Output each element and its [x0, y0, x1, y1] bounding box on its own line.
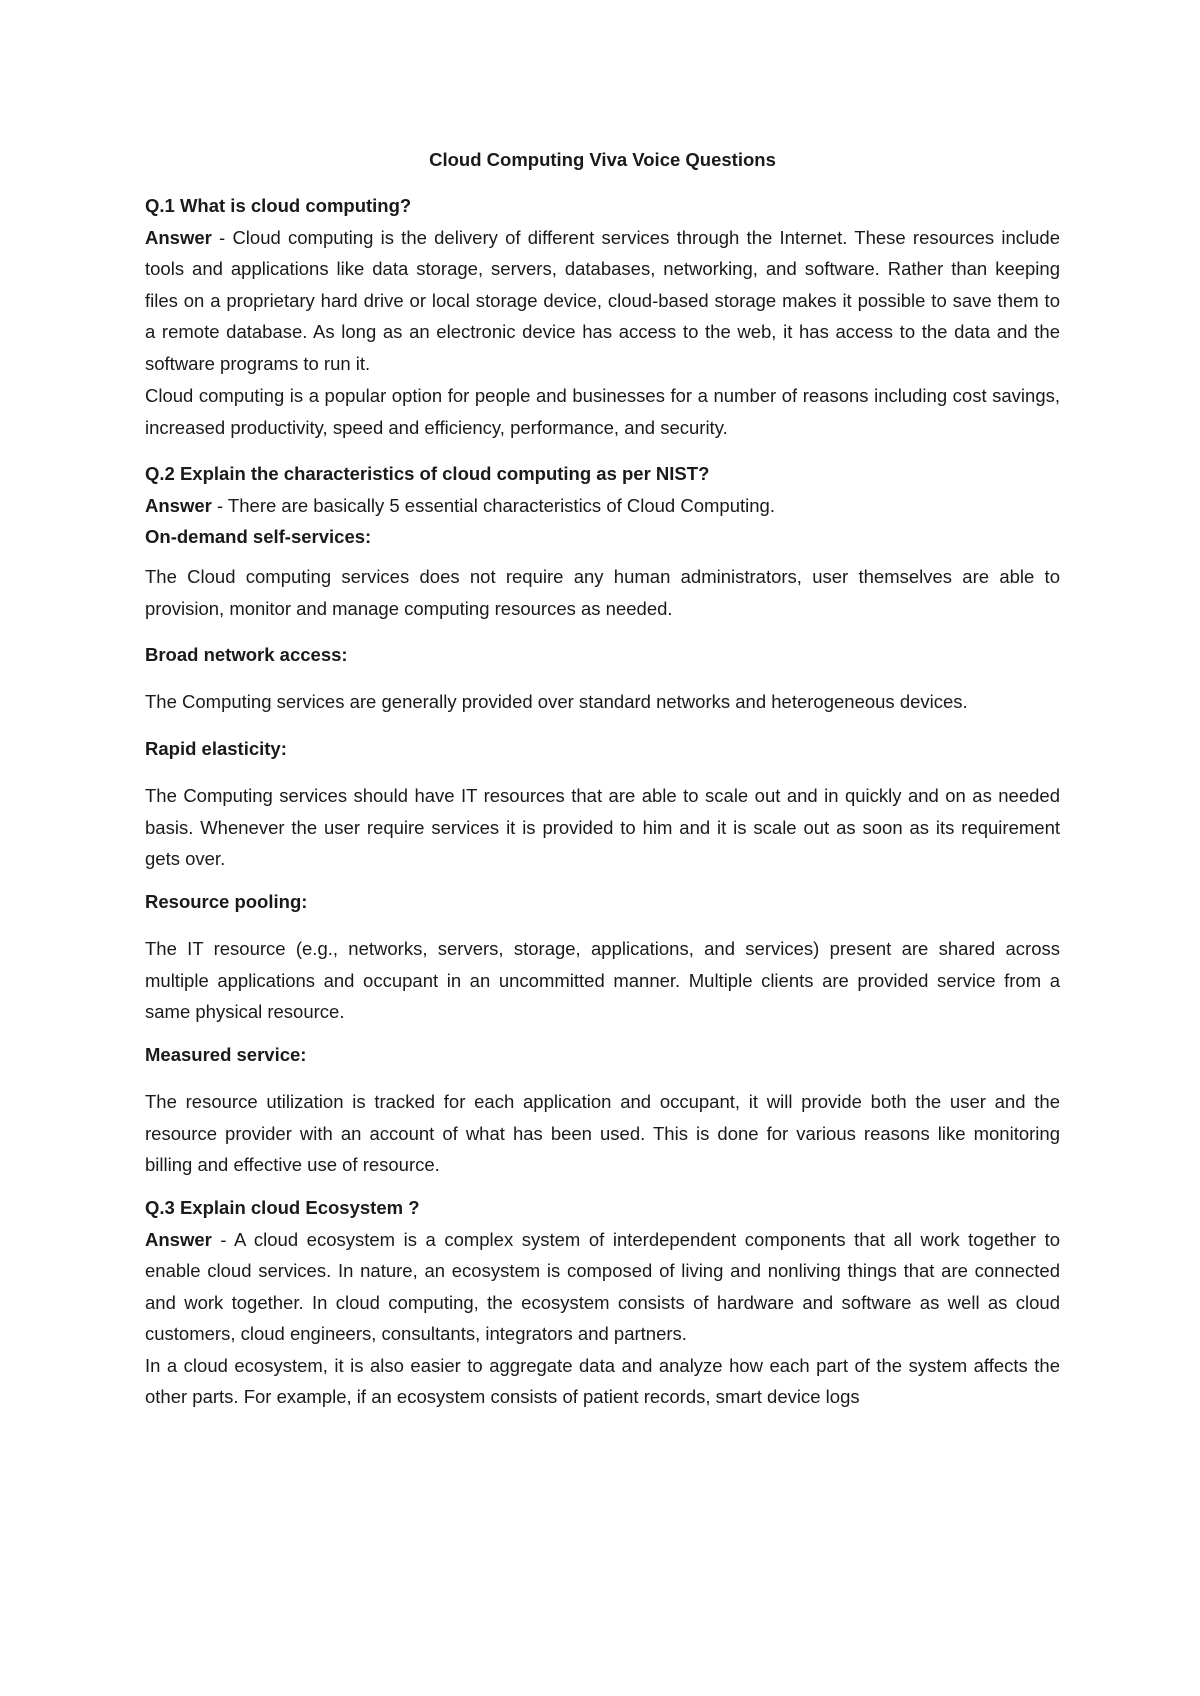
q1-answer-para2: Cloud computing is a popular option for people and businesses for a number of reasons including cost savings, increased productivity, speed and efficiency, performance, and security.: [145, 385, 1060, 438]
q2-question: Q.2 Explain the characteristics of cloud computing as per NIST?: [145, 463, 710, 484]
q3-answer-label: Answer: [145, 1228, 212, 1250]
q1-answer-para1: [145, 222, 1060, 380]
characteristic-heading: Measured service:: [145, 1044, 307, 1065]
q2-answer-intro: [145, 490, 1060, 522]
characteristic-text: The Computing services are generally provided over standard networks and heterogeneous devices.: [145, 691, 968, 712]
characteristic-text: The Computing services should have IT resources that are able to scale out and in quickly and on as needed basis. Whenever the user require services it is provided to him and it is scale out as soon as its requirement gets over.: [145, 785, 1060, 869]
characteristic-text: The resource utilization is tracked for each application and occupant, it will provide both the user and the resource provider with an account of what has been used. This is done for various reasons like monitoring billing and effective use of resource.: [145, 1091, 1060, 1175]
q1-section: [145, 190, 1060, 379]
q1-answer-label: Answer: [145, 226, 212, 248]
characteristic-text: The Cloud computing services does not require any human administrators, user themselves are able to provision, monitor and manage computing resources as needed.: [145, 566, 1060, 619]
document-title: Cloud Computing Viva Voice Questions: [429, 149, 776, 170]
characteristic-heading: On-demand self-services:: [145, 526, 372, 547]
characteristic-heading: Broad network access:: [145, 644, 348, 665]
characteristic-heading: Rapid elasticity:: [145, 738, 287, 759]
q3-section: [145, 1192, 1060, 1413]
q2-answer-label: Answer: [145, 494, 212, 516]
characteristic-text: The IT resource (e.g., networks, servers, storage, applications, and services) present are shared across multiple applications and occupant in an uncommitted manner. Multiple clients are provided service from a same physical resource.: [145, 938, 1060, 1022]
q1-answer-text: - Cloud computing is the delivery of different services through the Internet. These resources include tools and applications like data storage, servers, databases, networking, and software. Rather than keeping files on a proprietary hard drive or local storage device, cloud-based storage makes it possible to save them to a remote database. As long as an electronic device has access to the web, it has access to the data and the software programs to run it.: [145, 226, 1060, 374]
q1-question: Q.1 What is cloud computing?: [145, 195, 412, 216]
characteristic-heading: Resource pooling:: [145, 891, 308, 912]
q2-section: [145, 458, 1060, 553]
q3-answer-para2: In a cloud ecosystem, it is also easier to aggregate data and analyze how each part of the system affects the other parts. For example, if an ecosystem consists of patient records, smart device logs: [145, 1354, 1060, 1407]
q2-answer-text: - There are basically 5 essential characteristics of Cloud Computing.: [211, 494, 775, 516]
q3-answer-para1: [145, 1224, 1060, 1350]
q3-question: Q.3 Explain cloud Ecosystem ?: [145, 1197, 420, 1218]
q3-answer-text: - A cloud ecosystem is a complex system of interdependent components that all work together to enable cloud services. In nature, an ecosystem is composed of living and nonliving things that are connected and work together. In cloud computing, the ecosystem consists of hardware and software as well as cloud customers, cloud engineers, consultants, integrators and partners.: [145, 1228, 1060, 1344]
